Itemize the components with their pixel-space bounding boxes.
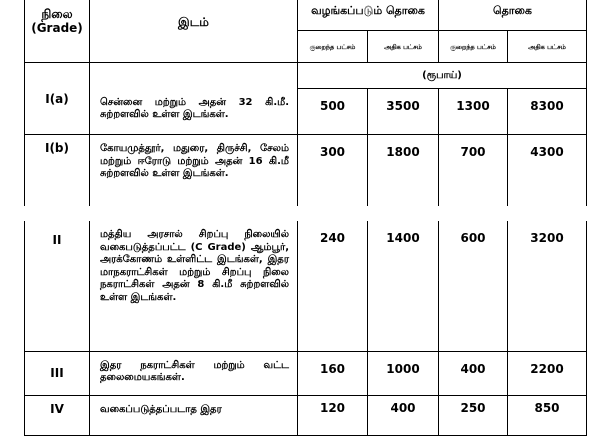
header-max-2: அதிக பட்சம்: [508, 31, 587, 63]
table-cell: 1400: [368, 221, 439, 351]
header-place: இடம்: [90, 0, 298, 63]
table-row-grade: I(b): [25, 135, 90, 213]
rent-table-top: [24, 0, 587, 213]
table-cell: 850: [508, 395, 587, 435]
table-cell: 120: [298, 395, 368, 435]
table-row-place: மத்திய அரசால் சிறப்பு நிலையில் வகைபடுத்தப்பட்ட (C Grade) ஆம்பூர், அரக்கோணம் உள்ளிட்ட இடங்கள், இதர மாநகராட்சிகள் மற்றும் சிறப்பு நிலை நகராட்சிகள் அதன் 8 கி.மீ சுற்றளவில் உள்ள இடங்கள்.: [90, 221, 298, 351]
table-row-place: கோயமுத்தூர், மதுரை, திருச்சி, சேலம் மற்றும் ஈரோடு மற்றும் அதன் 16 கி.மீ சுற்றளவில் உள்ள இடங்கள்.: [90, 135, 298, 213]
table-row-place: வகைப்படுத்தப்படாத இதர: [90, 395, 298, 435]
table-row: [25, 221, 587, 351]
table-row-place: சென்னை மற்றும் அதன் 32 கி.மீ. சுற்றளவில் உள்ள இடங்கள்.: [90, 89, 298, 135]
header-min-1: குறைந்த பட்சம்: [298, 31, 368, 63]
table-row-grade: II: [25, 221, 90, 351]
table-row-place: இதர நகராட்சிகள் மற்றும் வட்ட தலைமையகங்கள்.: [90, 351, 298, 395]
table-cell: 4300: [508, 135, 587, 213]
table-cell: 2200: [508, 351, 587, 395]
table-cell: 500: [298, 89, 368, 135]
rent-table-bottom: [24, 221, 587, 436]
table-cell: 1800: [368, 135, 439, 213]
table-cell: 400: [439, 351, 508, 395]
table-cell: 3200: [508, 221, 587, 351]
header-group-1: வழங்கப்படும் தொகை: [298, 0, 439, 31]
page-break: [0, 206, 606, 221]
header-grade: நிலை (Grade): [25, 0, 90, 63]
header-max-1: அதிக பட்சம்: [368, 31, 439, 63]
unit-label: (ரூபாய்): [298, 63, 587, 89]
header-min-2: குறைந்த பட்சம்: [439, 31, 508, 63]
table-row: [25, 351, 587, 395]
table-cell: 160: [298, 351, 368, 395]
table-row: [25, 395, 587, 435]
table-row: [25, 135, 587, 213]
table-cell: 1000: [368, 351, 439, 395]
table-row: [25, 89, 587, 135]
table-cell: 600: [439, 221, 508, 351]
header-group-2: தொகை: [439, 0, 587, 31]
table-cell: 8300: [508, 89, 587, 135]
table-row-grade: IV: [25, 395, 90, 435]
table-cell: 700: [439, 135, 508, 213]
table-cell: 300: [298, 135, 368, 213]
table-cell: 240: [298, 221, 368, 351]
table-cell: 3500: [368, 89, 439, 135]
table-row-grade: I(a): [25, 63, 90, 135]
table-cell: 1300: [439, 89, 508, 135]
table-cell: 250: [439, 395, 508, 435]
table-cell: 400: [368, 395, 439, 435]
table-row-grade: III: [25, 351, 90, 395]
